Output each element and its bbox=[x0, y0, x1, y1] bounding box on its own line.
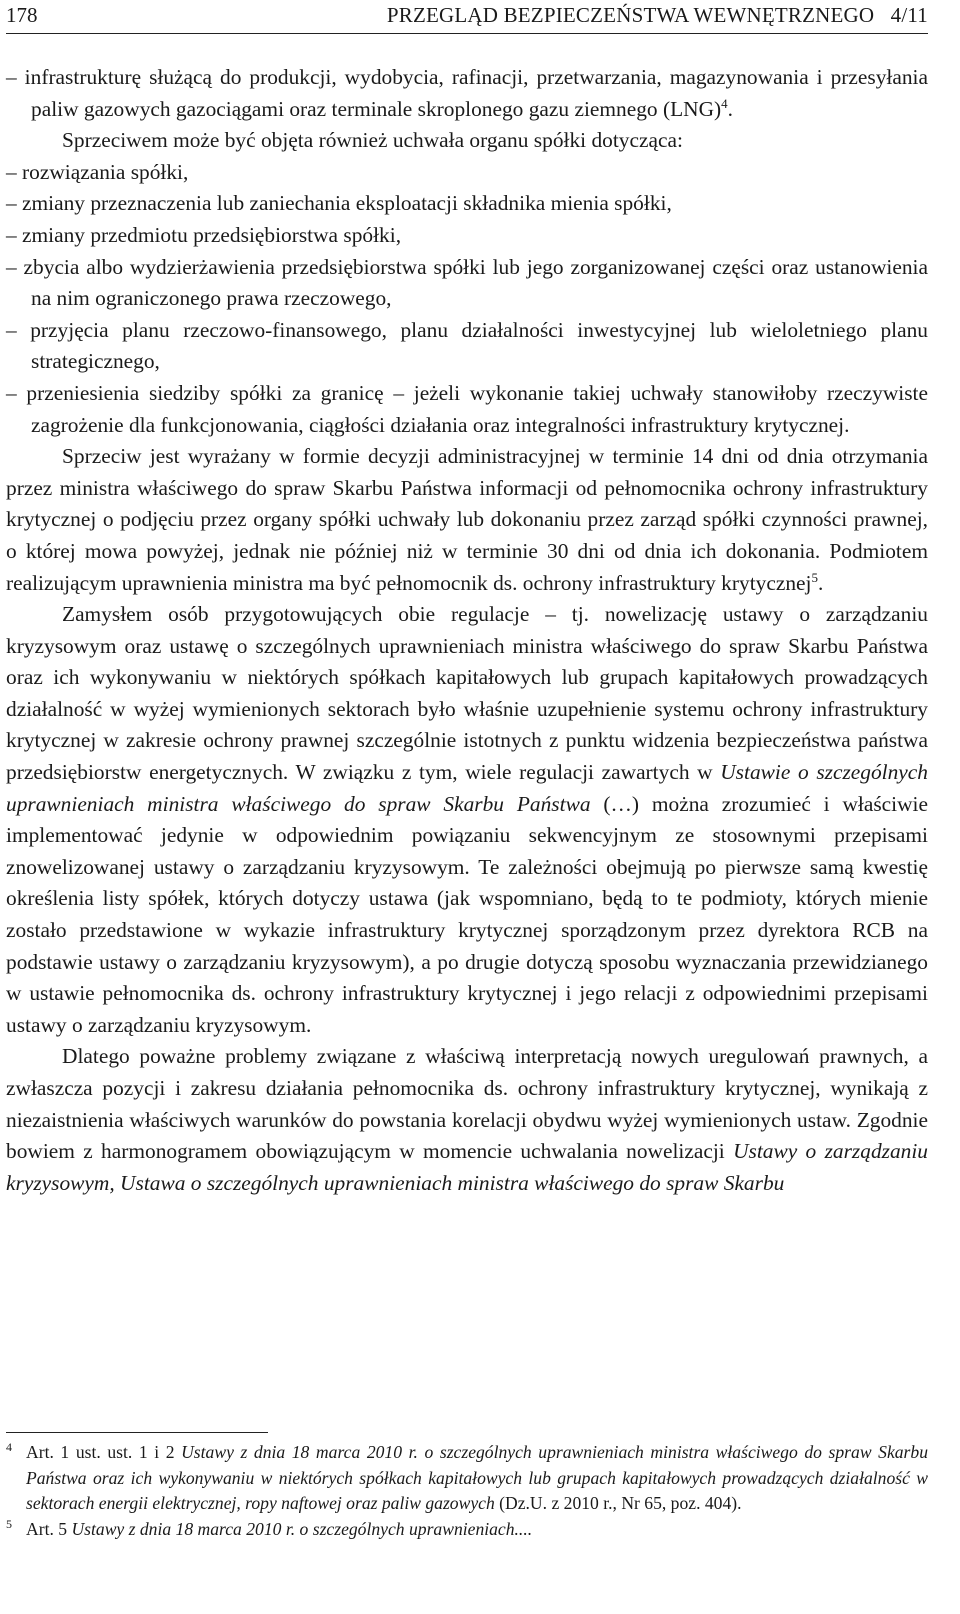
list-item: – przeniesienia siedziby spółki za granicę – jeżeli wykonanie takiej uchwały stanowiłoby rzeczywiste zagrożenie dla funkcjonowania, ciągłości działania oraz integralności infrastruktury krytycznej. bbox=[6, 380, 928, 437]
footnote: 4 Art. 1 ust. ust. 1 i 2 Ustawy z dnia 18 marca 2010 r. o szczególnych uprawnieniach ministra właściwego do spraw Skarbu Państwa oraz ich wykonywaniu w niektórych spółkach kapitałowych lub grupach kapitałowych prowadzących działalność w sektorach energii elektrycznej, ropy naftowej oraz paliw gazowych (Dz.U. z 2010 r., Nr 65, poz. 404). bbox=[6, 1440, 928, 1517]
main-text bbox=[6, 62, 928, 1199]
footnote-ref: 4 bbox=[721, 95, 728, 111]
paragraph-intent: Zamysłem osób przygotowujących obie regulacje – tj. nowelizację ustawy o zarządzaniu kryzysowym oraz ustawę o szczególnych uprawnieniach ministra właściwego do spraw Skarbu Państwa oraz ich wykonywaniu w niektórych spółkach kapitałowych lub grupach kapitałowych prowadzących działalność w wyżej wymienionych sektorach było właśnie uzupełnienie systemu ochrony infrastruktury krytycznej w zakresie ochrony prawnej szczególnie istotnych z punktu widzenia bezpieczeństwa państwa przedsiębiorstw energetycznych. W związku z tym, wiele regulacji zawartych w Ustawie o szczególnych uprawnieniach ministra właściwego do spraw Skarbu Państwa (…) można zrozumieć i właściwie implementować jedynie w odpowiednim powiązaniu sekwencyjnym ze stosownymi przepisami znowelizowanej ustawy o zarządzaniu kryzysowym. Te zależności obejmują po pierwsze samą kwestię określenia listy spółek, których dotyczy ustawa (jak wspomniano, będą to te podmioty, których mienie zostało przedstawione w wykazie infrastruktury krytycznej sporządzonym przez dyrektora RCB na podstawie ustawy o zarządzaniu kryzysowym), a po drugie dotyczą sposobu wyznaczania przewidzianego w ustawie pełnomocnika ds. ochrony infrastruktury krytycznej i jego relacji z odpowiednimi przepisami ustawy o zarządzaniu kryzysowym. bbox=[6, 602, 928, 1037]
paragraph-problems: Dlatego poważne problemy związane z właściwą interpretacją nowych uregulowań prawnych, a zwłaszcza pozycji i zakresu działania pełnomocnika ds. ochrony infrastruktury krytycznej, wynikają z niezaistnienia właściwych warunków do powstania korelacji obydwu wyżej wymienionych ustaw. Zgodnie bowiem z harmonogramem obowiązującym w momencie uchwalania nowelizacji Ustawy o zarządzaniu kryzysowym, Ustawa o szczególnych uprawnieniach ministra właściwego do spraw Skarbu bbox=[6, 1044, 928, 1195]
footnote-ref: 5 bbox=[811, 569, 818, 585]
footnote-divider bbox=[6, 1432, 268, 1433]
footnotes bbox=[6, 1432, 928, 1542]
list-item-lng: – infrastrukturę służącą do produkcji, wydobycia, rafinacji, przetwarzania, magazynowania i przesyłania paliw gazowych gazociągami oraz terminale skroplonego gazu ziemnego (LNG)$^4$. bbox=[6, 65, 928, 121]
page-header bbox=[6, 0, 928, 34]
footnote-mark: 4 bbox=[6, 1440, 12, 1454]
running-title: PRZEGLĄD BEZPIECZEŃSTWA WEWNĘTRZNEGO 4/11 bbox=[386, 3, 928, 27]
list-item: – rozwiązania spółki, bbox=[6, 159, 189, 184]
paragraph-objection-intro: Sprzeciwem może być objęta również uchwała organu spółki dotycząca: bbox=[62, 128, 683, 153]
footnote-mark: 5 bbox=[6, 1516, 12, 1531]
list-item: – zbycia albo wydzierżawienia przedsiębiorstwa spółki lub jego zorganizowanej części oraz ustanowienia na nim ograniczonego prawa rzeczowego, bbox=[6, 254, 928, 311]
paragraph-decision: Sprzeciw jest wyrażany w formie decyzji administracyjnej w terminie 14 dni od dnia otrzymania przez ministra właściwego do spraw Skarbu Państwa informacji od pełnomocnika ochrony infrastruktury krytycznej o podjęciu przez organy spółki uchwały lub dokonaniu przez zarząd spółki czynności prawnej, o której mowa powyżej, jednak nie później niż w terminie 30 dni od dnia ich dokonania. Podmiotem realizującym uprawnienia ministra ma być pełnomocnik ds. ochrony infrastruktury krytycznej$^5$. bbox=[6, 444, 928, 595]
page-number: 178 bbox=[6, 3, 38, 27]
list-item: – przyjęcia planu rzeczowo-finansowego, planu działalności inwestycyjnej lub wieloletniego planu strategicznego, bbox=[6, 317, 928, 374]
footnote: 5 Art. 5 Ustawy z dnia 18 marca 2010 r. o szczególnych uprawnieniach.... bbox=[6, 1517, 928, 1543]
list-item: – zmiany przeznaczenia lub zaniechania eksploatacji składnika mienia spółki, bbox=[6, 191, 672, 216]
list-item: – zmiany przedmiotu przedsiębiorstwa spółki, bbox=[6, 222, 402, 247]
